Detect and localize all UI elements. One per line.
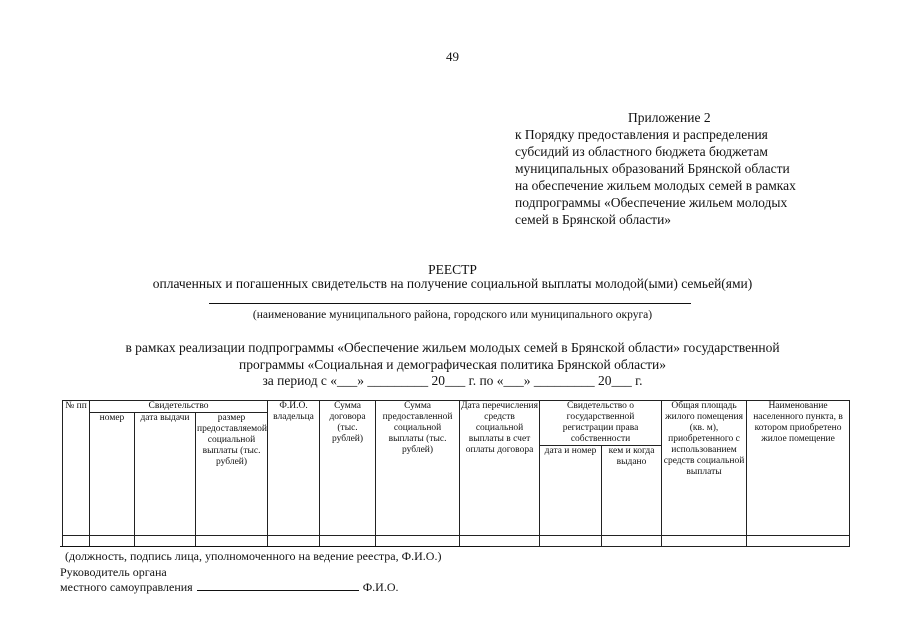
period-line: за период с «___» _________ 20___ г. по «___» _________ 20___ г. xyxy=(262,373,643,388)
header-owner: Ф.И.О. владельца xyxy=(268,401,320,536)
appendix-line: подпрограммы «Обеспечение жильем молодых xyxy=(515,195,788,210)
program-line: в рамках реализации подпрограммы «Обеспечение жильем молодых семей в Брянской области» государственной xyxy=(125,340,780,355)
header-registration: Свидетельство о государственной регистрации права собственности xyxy=(540,401,662,446)
header-certificate: Свидетельство xyxy=(90,401,268,413)
appendix-line: субсидий из областного бюджета бюджетам xyxy=(515,144,768,159)
head-signature-line xyxy=(60,580,399,595)
municipality-caption: (наименование муниципального района, городского или муниципального округа) xyxy=(252,309,653,321)
appendix-line: к Порядку предоставления и распределения xyxy=(515,127,768,142)
head-label: Руководитель органа xyxy=(60,565,167,579)
signature-fill-line xyxy=(60,546,490,547)
header-issue-date: дата выдачи xyxy=(135,413,196,536)
table-cell xyxy=(90,536,135,547)
appendix-line: на обеспечение жильем молодых семей в рамках xyxy=(515,178,796,193)
document-subtitle: оплаченных и погашенных свидетельств на получение социальной выплаты молодой(ыми) семьей(ями) xyxy=(152,276,753,291)
header-amount: размер предоставляемой социальной выплаты (тыс. рублей) xyxy=(196,413,268,536)
table-cell xyxy=(376,536,460,547)
appendix-line: семей в Брянской области» xyxy=(515,212,672,227)
program-text xyxy=(0,339,905,373)
appendix-text xyxy=(515,126,855,228)
registry-table xyxy=(62,400,850,547)
table-cell xyxy=(63,536,90,547)
municipality-fill-line xyxy=(209,303,691,304)
signature-blank xyxy=(197,590,359,591)
table-cell xyxy=(135,536,196,547)
header-cert-number: номер xyxy=(90,413,135,536)
table-cell xyxy=(747,536,850,547)
table-cell xyxy=(540,536,602,547)
position-caption: (должность, подпись лица, уполномоченного на ведение реестра, Ф.И.О.) xyxy=(65,549,442,563)
table-cell xyxy=(320,536,376,547)
program-line: программы «Социальная и демографическая политика Брянской области» xyxy=(239,357,666,372)
header-locality: Наименование населенного пункта, в котором приобретено жилое помещение xyxy=(747,401,850,536)
header-reg-issuer: кем и когда выдано xyxy=(602,446,662,536)
header-reg-date: дата и номер xyxy=(540,446,602,536)
header-transfer-date: Дата перечисления средств социальной выплаты в счет оплаты договора xyxy=(460,401,540,536)
page-number: 49 xyxy=(446,49,459,64)
appendix-title: Приложение 2 xyxy=(628,110,711,125)
header-row-number: № пп xyxy=(63,401,90,536)
head-fio: Ф.И.О. xyxy=(362,580,399,594)
header-payment-sum: Сумма предоставленной социальной выплаты (тыс. рублей) xyxy=(376,401,460,536)
table-cell xyxy=(662,536,747,547)
header-area: Общая площадь жилого помещения (кв. м), приобретенного с использованием средств социальной выплаты xyxy=(662,401,747,536)
appendix-line: муниципальных образований Брянской области xyxy=(515,161,790,176)
header-contract-sum: Сумма договора (тыс. рублей) xyxy=(320,401,376,536)
table-row xyxy=(63,536,850,547)
table-cell xyxy=(460,536,540,547)
table-cell xyxy=(602,536,662,547)
table-cell xyxy=(268,536,320,547)
head-label-continued: местного самоуправления xyxy=(60,580,193,594)
document-title: РЕЕСТР xyxy=(428,262,477,277)
table-cell xyxy=(196,536,268,547)
